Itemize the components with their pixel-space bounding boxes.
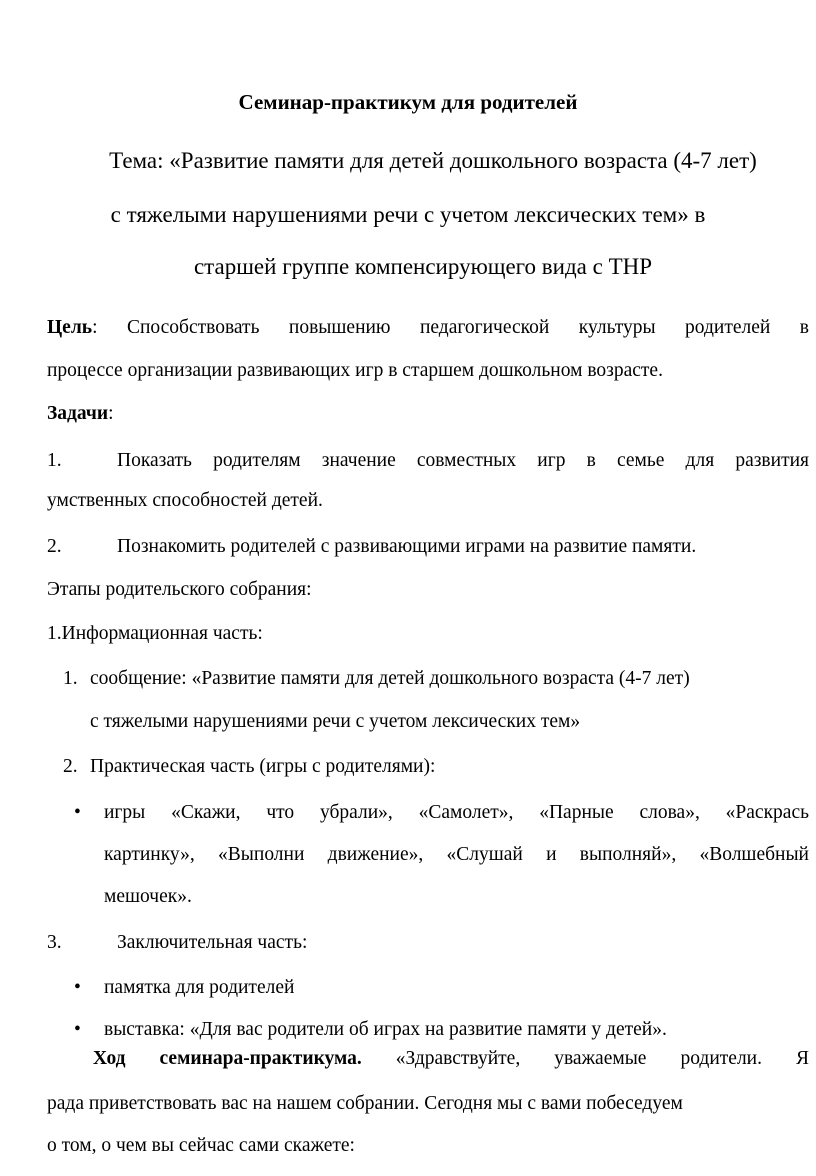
tasks-heading: Задачи: [47,403,114,424]
final-bullet-1-icon: • [74,977,81,998]
page-title: Семинар-практикум для родителей [238,90,578,114]
games-bullet-icon: • [74,802,81,823]
goal-line-2: процессе организации развивающих игр в старшем дошкольном возрасте. [47,360,663,381]
goal-label: Цель [47,317,93,338]
stages-heading: Этапы родительского собрания: [47,579,312,600]
task-1-line-1: Показать родителям значение совместных игр в семье для развития [117,450,809,471]
final-part-number: 3. [47,932,62,953]
final-bullet-2: выставка: «Для вас родители об играх на развитие памяти у детей». [104,1019,667,1040]
games-line-3: мешочек». [104,886,192,907]
sub-item-2-number: 2. [63,756,78,777]
theme-line-1: Тема: «Развитие памяти для детей дошкольного возраста (4-7 лет) [109,148,757,173]
course-line-3: о том, о чем вы сейчас сами скажете: [47,1135,355,1156]
task-1-number: 1. [47,450,62,471]
sub-item-1-number: 1. [63,668,78,689]
theme-line-2: с тяжелыми нарушениями речи с учетом лексических тем» в [110,202,706,227]
games-line-2: картинку», «Выполни движение», «Слушай и выполняй», «Волшебный [104,844,809,865]
sub-item-2-line-1: Практическая часть (игры с родителями): [90,756,436,777]
info-part-heading: 1.Информационная часть: [47,623,263,644]
tasks-label: Задачи [47,403,109,424]
sub-item-1-line-1: сообщение: «Развитие памяти для детей дошкольного возраста (4-7 лет) [90,668,690,689]
task-1-line-2: умственных способностей детей. [47,490,323,511]
theme-line-3: старшей группе компенсирующего вида с ТНР [193,254,653,279]
course-text-1: «Здравствуйте, уважаемые родители. Я [361,1048,809,1069]
games-line-1: игры «Скажи, что убрали», «Самолет», «Парные слова», «Раскрась [104,802,809,823]
goal-line-1 [47,316,809,340]
course-line-1 [93,1047,809,1071]
sub-item-1-line-2: с тяжелыми нарушениями речи с учетом лексических тем» [90,711,581,732]
task-2-line-1: Познакомить родителей с развивающими играми на развитие памяти. [117,536,697,557]
goal-text-1: : Способствовать повышению педагогической культуры родителей в [92,317,809,338]
final-bullet-2-icon: • [74,1019,81,1040]
course-line-2: рада приветствовать вас на нашем собрании. Сегодня мы с вами побеседуем [47,1093,683,1114]
task-2-number: 2. [47,536,62,557]
final-part-heading: Заключительная часть: [117,932,308,953]
final-bullet-1: памятка для родителей [104,977,295,998]
course-label: Ход семинара-практикума. [93,1048,362,1069]
